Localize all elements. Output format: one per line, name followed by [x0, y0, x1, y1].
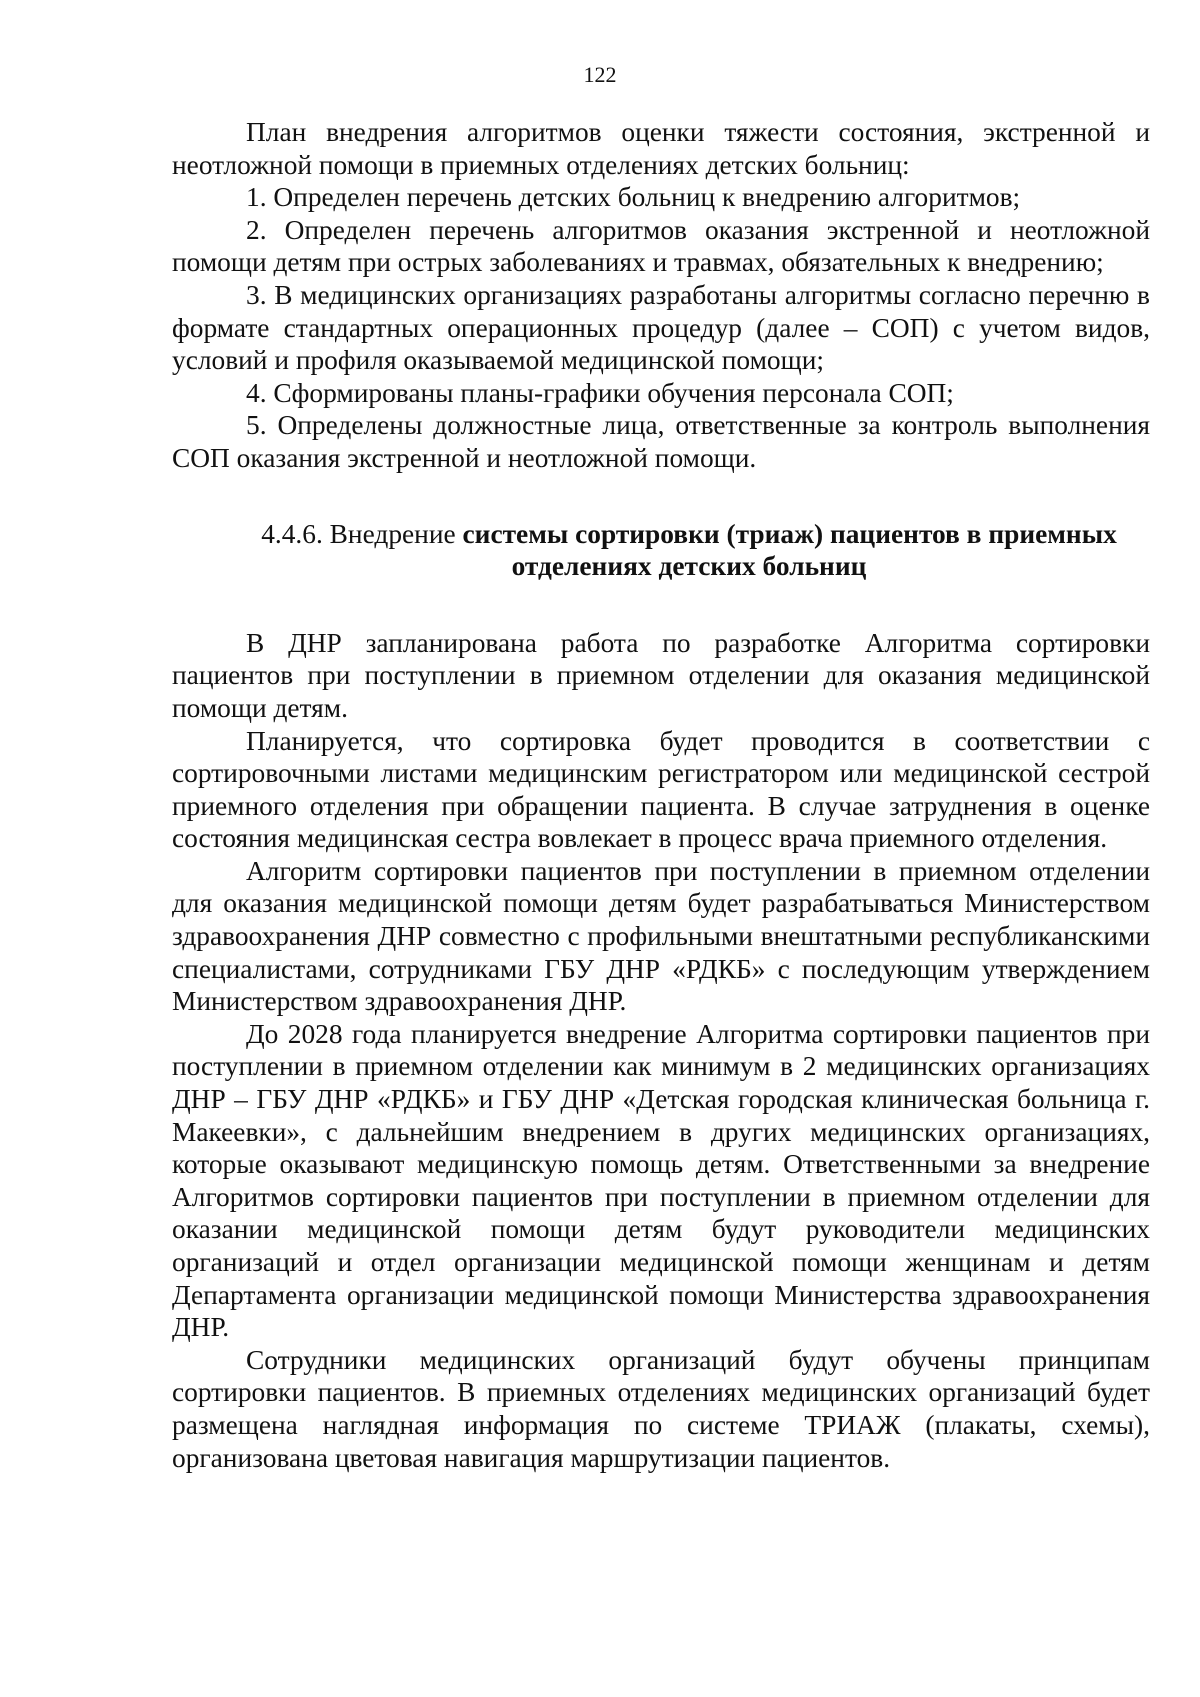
intro-paragraph: План внедрения алгоритмов оценки тяжести состояния, экстренной и неотложной помощи в приемных отделениях детских больниц:	[172, 117, 1150, 180]
body-paragraph-1: В ДНР запланирована работа по разработке Алгоритма сортировки пациентов при поступлении в приемном отделении для оказания медицинской помощи детям.	[172, 627, 1150, 723]
body-paragraph-4: До 2028 года планируется внедрение Алгоритма сортировки пациентов при поступлении в приемном отделении как минимум в 2 медицинских организациях ДНР – ГБУ ДНР «РДКБ» и ГБУ ДНР «Детская городская клиническая больница г. Макеевки», с дальнейшим внедрением в других медицинских организациях, которые оказывают медицинскую помощь детям. Ответственными за внедрение Алгоритмов сортировки пациентов при поступлении в приемном отделении для оказании медицинской помощи детям будут руководители медицинских организаций и отдел организации медицинской помощи женщинам и детям Департамента организации медицинской помощи Министерства здравоохранения ДНР.	[172, 1018, 1150, 1343]
list-item-2: 2. Определен перечень алгоритмов оказания экстренной и неотложной помощи детям при острых заболеваниях и травмах, обязательных к внедрению;	[172, 214, 1150, 278]
list-item-1: 1. Определен перечень детских больниц к внедрению алгоритмов;	[246, 182, 1021, 213]
body-paragraph-3: Алгоритм сортировки пациентов при поступлении в приемном отделении для оказания медицинской помощи детям будет разрабатываться Министерством здравоохранения ДНР совместно с профильными внештатными республиканскими специалистами, сотрудниками ГБУ ДНР «РДКБ» с последующим утверждением Министерством здравоохранения ДНР.	[172, 855, 1150, 1017]
section-heading	[172, 518, 1150, 583]
page-number: 122	[583, 62, 617, 87]
body-paragraph-5: Сотрудники медицинских организаций будут обучены принципам сортировки пациентов. В приемных отделениях медицинских организаций будет размещена наглядная информация по системе ТРИАЖ (плакаты, схемы), организована цветовая навигация маршрутизации пациентов.	[172, 1344, 1150, 1473]
section-number: 4.4.6. Внедрение	[261, 518, 463, 549]
page-content	[172, 116, 1150, 1474]
section-title-bold: системы сортировки (триаж) пациентов в приемных отделениях детских больниц	[462, 518, 1117, 582]
list-item-3: 3. В медицинских организациях разработаны алгоритмы согласно перечню в формате стандартных операционных процедур (далее – СОП) с учетом видов, условий и профиля оказываемой медицинской помощи;	[172, 279, 1150, 376]
list-item-4: 4. Сформированы планы-графики обучения персонала СОП;	[246, 377, 954, 408]
body-paragraph-2: Планируется, что сортировка будет проводится в соответствии с сортировочными листами медицинским регистратором или медицинской сестрой приемного отделения при обращении пациента. В случае затруднения в оценке состояния медицинская сестра вовлекает в процесс врача приемного отделения.	[172, 725, 1150, 854]
list-item-5: 5. Определены должностные лица, ответственные за контроль выполнения СОП оказания экстренной и неотложной помощи.	[172, 410, 1150, 473]
